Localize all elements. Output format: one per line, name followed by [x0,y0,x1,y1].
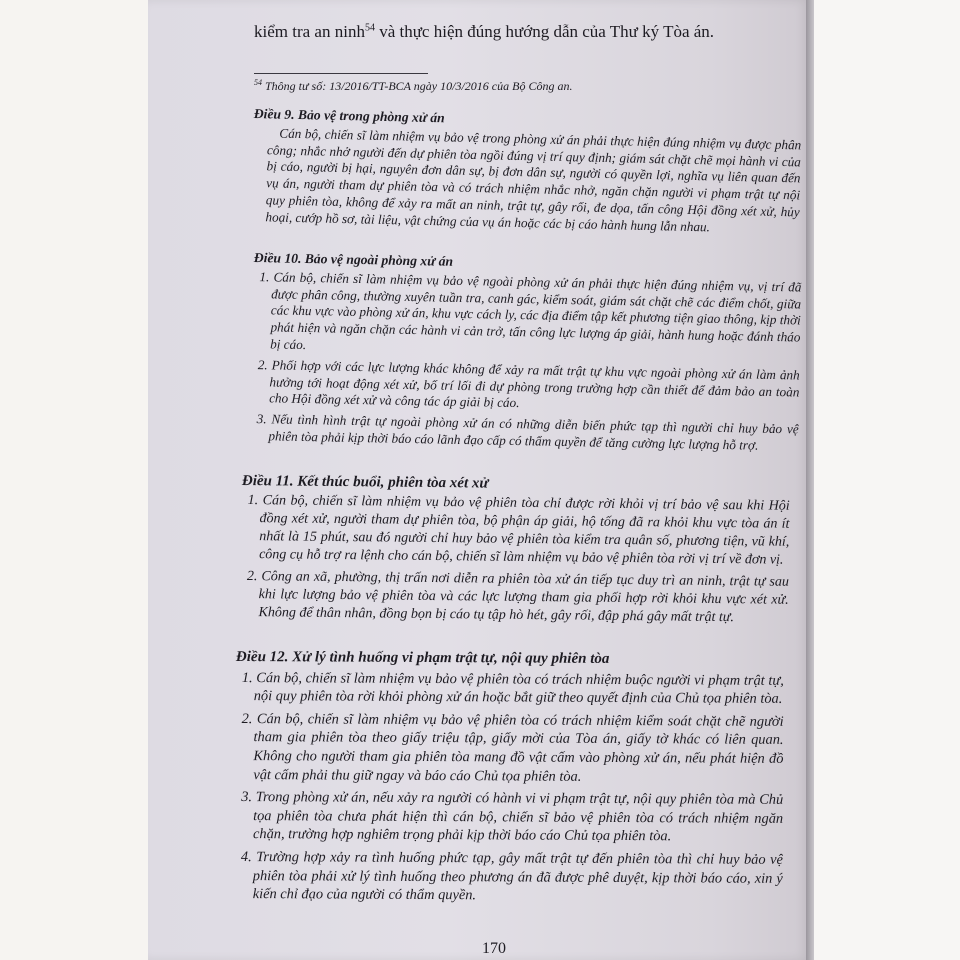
article-item: 1. Cán bộ, chiến sĩ làm nhiệm vụ bảo vệ phiên tòa chỉ được rời khỏi vị trí bảo vệ sau khi Hội đồng xét xử, người tham dự phiên tòa, bộ phận áp giải, hộ tống đã ra khỏi khu vực tòa án ít nhất là 15 phút, sau đó người chỉ huy bảo vệ phiên tòa kiểm tra quân số, phương tiện, vũ khí, công cụ hỗ trợ ra lệnh cho cán bộ, chiến sĩ làm nhiệm vụ bảo vệ phiên tòa rời vị trí về đơn vị. [247,493,790,568]
page-number: 170 [482,940,506,957]
article-item: 1. Cán bộ, chiến sĩ làm nhiệm vụ bảo vệ ngoài phòng xử án phải thực hiện đúng nhiệm vụ, vị trí đã được phân công, thường xuyên tuần tra, canh gác, kiểm soát, giám sát chặt chẽ các điểm chốt, giữa các khu vực vào phòng xử án, khu vực cách ly, các địa điểm tập kết phương tiện giao thông, kịp thời phát hiện và ngăn chặn các hành vi cản trở, tấn công lực lượng áp giải, hành hung hoặc đánh tháo bị cáo. [259,268,802,353]
footnote-text: Thông tư số: 13/2016/TT-BCA ngày 10/3/2016 của Bộ Công an. [262,79,573,93]
article-heading: Điều 10. Bảo vệ ngoài phòng xử án [253,250,454,269]
right-background [814,0,960,960]
page-spine-edge [806,0,814,960]
article-paragraph: Cán bộ, chiến sĩ làm nhiệm vụ bảo vệ trong phòng xử án phải thực hiện đúng nhiệm vụ được phân công; nhắc nhở người đến dự phiên tòa ngồi đúng vị trí quy định; giám sát chặt chẽ mọi hành vi của bị cáo, người bị hại, nguyên đơn dân sự, bị đơn dân sự, người có quyền lợi, nghĩa vụ liên quan đến vụ án, người tham dự phiên tòa và có trách nhiệm nhắc nhở, ngăn chặn người vi phạm trật tự nội quy phiên tòa, không để xảy ra mất an ninh, trật tự, gây rối, đe dọa, tấn công Hội đồng xét xử, hủy hoại, cướp hồ sơ, tài liệu, vật chứng của vụ án hoặc các bị cáo hành hung lẫn nhau. [265,125,802,235]
footnote [254,78,805,94]
lead-line [254,22,805,42]
article-11 [240,472,790,632]
lead-text: kiểm tra an ninh [254,22,365,41]
article-10 [250,250,802,459]
article-12 [235,648,784,911]
lead-footnote-ref: 54 [364,22,375,34]
article-heading: Điều 9. Bảo vệ trong phòng xử án [253,106,445,126]
article-heading: Điều 11. Kết thúc buổi, phiên tòa xét xử [241,472,489,492]
article-item: 4. Trường hợp xảy ra tình huống phức tạp, gây mất trật tự đến phiên tòa thì chỉ huy bảo vệ phiên tòa phải xử lý tình huống theo phương án đã được phê duyệt, kịp thời báo cáo, xin ý kiến chỉ đạo của người có thẩm quyền. [240,848,783,904]
article-item: 2. Cán bộ, chiến sĩ làm nhiệm vụ bảo vệ phiên tòa có trách nhiệm kiểm soát chặt chẽ người tham gia phiên tòa theo giấy triệu tập, giấy mời của Tòa án, giấy tờ khác có liên quan. Không cho người tham gia phiên tòa mang đồ vật cấm vào phòng xử án, nếu phát hiện đồ vật cấm phải thu giữ ngay và báo cáo Chủ tọa phiên tòa. [241,710,784,785]
lead-tail: và thực hiện đúng hướng dẫn của Thư ký Tòa án. [374,22,715,41]
left-background [0,0,150,960]
article-item: 1. Cán bộ, chiến sĩ làm nhiệm vụ bảo vệ phiên tòa có trách nhiệm buộc người vi phạm trật tự, nội quy phiên tòa rời khỏi phòng xử án hoặc bắt giữ theo quyết định của Chủ tọa phiên tòa. [241,669,784,708]
article-9 [251,106,802,242]
page-content [150,0,805,960]
article-item: 3. Nếu tình hình trật tự ngoài phòng xử án có những diễn biến phức tạp thì người chỉ huy bảo vệ phiên tòa phải kịp thời báo cáo lãnh đạo cấp có thẩm quyền để tăng cường lực lượng hỗ trợ. [256,411,799,453]
article-heading: Điều 12. Xử lý tình huống vi phạm trật tự, nội quy phiên tòa [235,649,610,667]
article-item: 2. Công an xã, phường, thị trấn nơi diễn ra phiên tòa xử án tiếp tục duy trì an ninh, trật tự sau khi lực lượng bảo vệ phiên tòa và các lực lượng tham gia phối hợp rời khỏi khu vực xét xử. Không để thân nhân, đồng bọn bị cáo tụ tập hò hét, gây rối, đập phá gây mất trật tự. [246,569,789,626]
article-item: 2. Phối hợp với các lực lượng khác không để xảy ra mất trật tự khu vực ngoài phòng xử án làm ảnh hưởng tới hoạt động xét xử, bố trí lối đi dự phòng trong trường hợp cần thiết để đảm bảo an toàn cho Hội đồng xét xử và công tác áp giải bị cáo. [257,356,800,411]
article-item: 3. Trong phòng xử án, nếu xảy ra người có hành vi vi phạm trật tự, nội quy phiên tòa mà Chủ tọa phiên tòa chưa phát hiện thì cán bộ, chiến sĩ bảo vệ phiên tòa có trách nhiệm ngăn chặn, trường hợp nghiêm trọng phải kịp thời báo cáo Chủ tọa phiên tòa. [241,789,784,845]
footnote-number: 54 [254,78,262,87]
footnote-rule [254,73,428,74]
